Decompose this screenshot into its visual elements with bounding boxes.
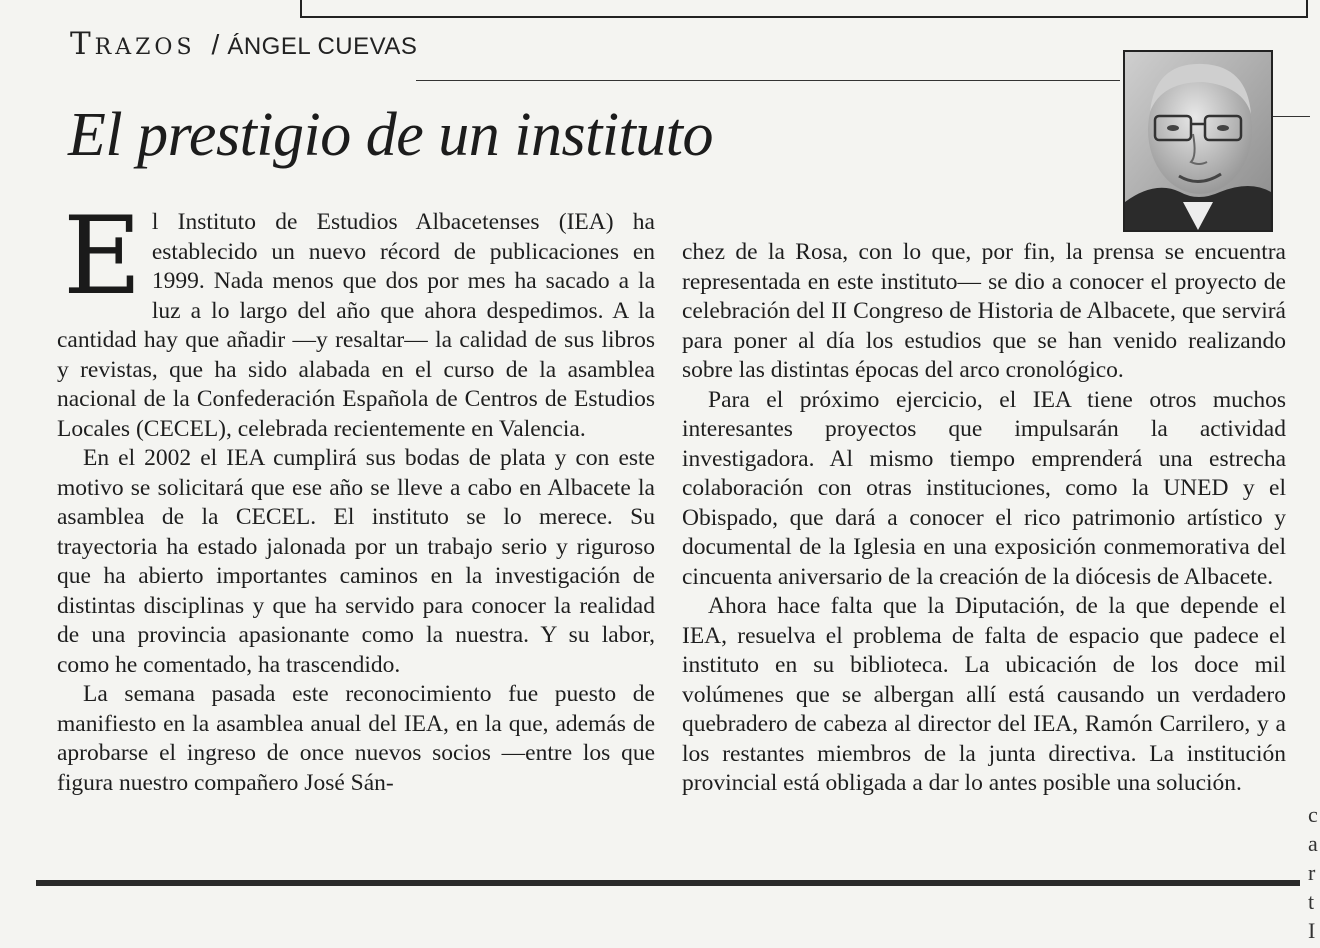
adjacent-article-box — [300, 0, 1308, 18]
headline: El prestigio de un instituto — [68, 101, 714, 169]
paragraph: chez de la Rosa, con lo que, por fin, la prensa se encuentra representada en este instituto— se dio a conocer el proyecto de celebración del II Congreso de Historia de Albacete, que servirá para poner al día los estudios que se han venido realizando sobre las distintas épocas del arco cronológico. — [682, 239, 1286, 383]
edge-letter: t — [1308, 889, 1315, 914]
paragraph: Para el próximo ejercicio, el IEA tiene otros muchos interesantes proyectos que impulsarán la actividad investigadora. Al mismo tiempo emprenderá una estrecha colaboración con otras instituciones, como la UNED y el Obispado, que dará a conocer el rico patrimonio artístico y documental de la Iglesia en una exposición conmemorativa del cincuenta aniversario de la creación de la diócesis de Albacete. — [682, 386, 1286, 590]
article-column-1 — [57, 194, 655, 868]
edge-letter: r — [1308, 860, 1316, 885]
paragraph — [57, 194, 655, 444]
header-separator: / — [211, 29, 220, 60]
edge-letter: a — [1308, 831, 1318, 856]
article-column-2 — [682, 238, 1286, 910]
header-rule-right — [1272, 116, 1310, 117]
author-name: ÁNGEL CUEVAS — [227, 33, 418, 60]
column-header — [70, 26, 417, 62]
drop-cap: E — [63, 194, 142, 319]
bottom-rule — [36, 880, 1300, 886]
edge-letter: c — [1308, 802, 1318, 827]
paragraph: En el 2002 el IEA cumplirá sus bodas de plata y con este motivo se solicitará que ese año se lleve a cabo en Albacete la asamblea de la CECEL. El instituto se lo merece. Su trayectoria ha estado jalonada por un trabajo serio y riguroso que ha abierto importantes caminos en la investigación de distintas disciplinas y que ha servido para conocer la realidad de una provincia apasionante como la nuestra. Y su labor, como he comentado, ha trascendido. — [57, 445, 655, 678]
header-rule — [416, 80, 1120, 81]
edge-letter: I — [1308, 918, 1316, 943]
section-name: Trazos — [70, 26, 196, 62]
adjacent-column-fragment — [1308, 800, 1320, 945]
author-portrait-icon — [1125, 52, 1271, 230]
paragraph: La semana pasada este reconocimiento fue puesto de manifiesto en la asamblea anual del IEA, en la que, además de aprobarse el ingreso de once nuevos socios —entre los que figura nuestro compañero José Sán- — [57, 681, 655, 796]
author-photo — [1123, 50, 1273, 232]
paragraph: Ahora hace falta que la Diputación, de la que depende el IEA, resuelva el problema de falta de espacio que padece el instituto en su biblioteca. La ubicación de los doce mil volúmenes que se albergan allí está causando un verdadero quebradero de cabeza al director del IEA, Ramón Carrilero, y a los restantes miembros de la junta directiva. La institución provincial está obligada a dar lo antes posible una solución. — [682, 593, 1286, 796]
paragraph-text: l Instituto de Estudios Albacetenses (IEA) ha establecido un nuevo récord de publicaciones en 1999. Nada menos que dos por mes ha sacado a la luz a lo largo del año que ahora despedimos. A la cantidad hay que añadir —y resaltar— la calidad de sus libros y revistas, que ha sido alabada en el curso de la asamblea nacional de la Confederación Española de Centros de Estudios Locales (CECEL), celebrada recientemente en Valencia. — [57, 209, 655, 442]
